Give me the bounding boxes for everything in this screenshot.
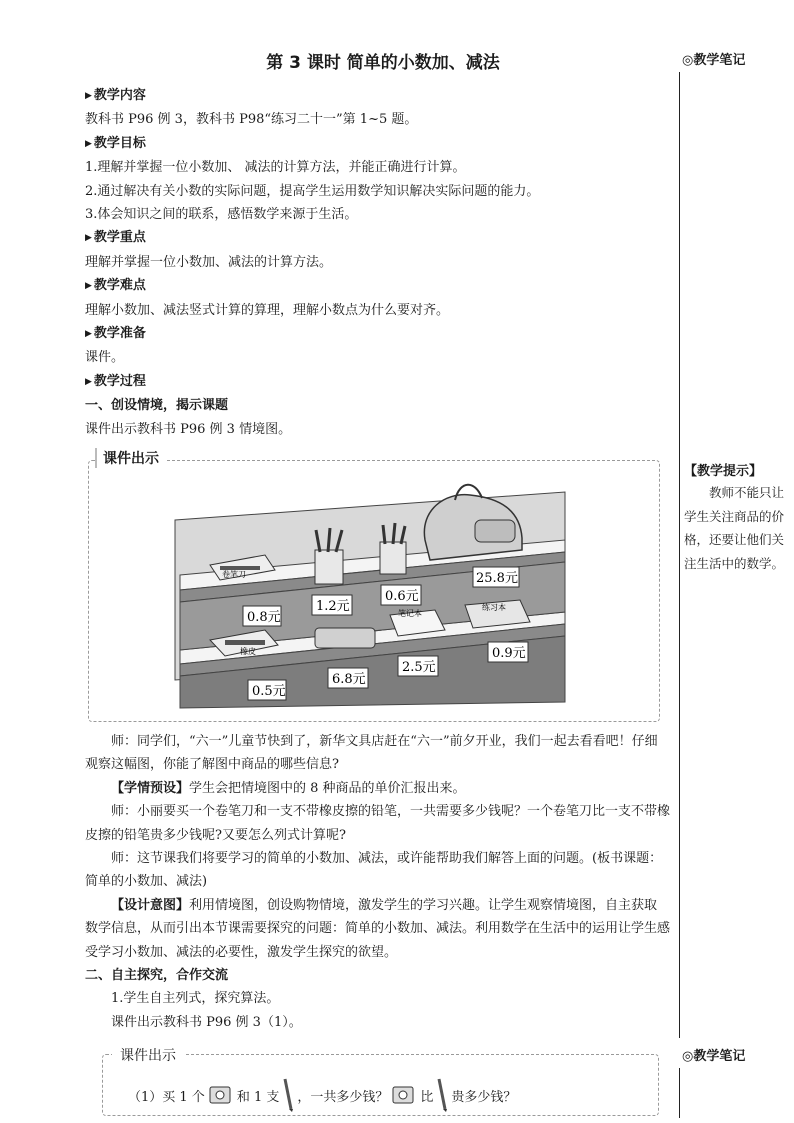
section-heading-difficulties: ▶ 教学难点 [85, 278, 146, 294]
price-eraser: 0.5元 [252, 684, 286, 699]
question-text: 比 [420, 1089, 434, 1105]
price-sharpener: 0.8元 [247, 610, 281, 625]
triangle-bullet-icon: ▶ [85, 329, 92, 340]
price-notebook: 2.5元 [402, 660, 436, 675]
stationery-shelf-illustration [170, 470, 570, 710]
question-text: 和 1 支 [236, 1089, 280, 1105]
notebook-label: 笔记本 [398, 609, 422, 618]
margin-rule [679, 72, 680, 1038]
exercise-book-label: 练习本 [482, 603, 506, 612]
triangle-bullet-icon: ▶ [85, 281, 92, 292]
step-2-heading: 二、自主探究，合作交流 [85, 968, 229, 984]
price-exercise-book: 0.9元 [492, 646, 526, 661]
eraser-row [225, 640, 265, 645]
pencil-icon [436, 1077, 448, 1113]
teaching-tip-text: 教师不能只让学生关注商品的价格，还要让他们关注生活中的数学。 [684, 485, 785, 571]
courseware-label-2: 课件出示 [112, 1045, 184, 1065]
backpack-pocket [475, 520, 515, 542]
teaching-tip-heading: 【教学提示】 [684, 464, 763, 479]
triangle-bullet-icon: ▶ [85, 233, 92, 244]
pencil-icon [393, 523, 395, 544]
triangle-bullet-icon: ▶ [85, 91, 92, 101]
design-intent: 【设计意图】利用情境图，创设购物情境，激发学生的学习兴趣。让学生观察情境图，自主获取数学信息，从而引出本节课需要探究的问题：简单的小数加、减法。利用数学在生活中的运用让学生感受学习小数加、减法的必要性，激发学生探究的欲望。 [85, 897, 671, 960]
sharpener-label: 卷笔刀 [222, 570, 246, 579]
question-text: （1）买 1 个 [128, 1089, 205, 1105]
section-heading-process: ▶ 教学过程 [85, 373, 146, 389]
margin-rule-2 [679, 1068, 680, 1118]
triangle-bullet-icon: ▶ [85, 138, 92, 149]
question-text: ，一共多少钱？ [297, 1089, 389, 1105]
lesson-plan [85, 84, 670, 441]
goal-item: 1.理解并掌握一位小数加、 减法的计算方法，并能正确进行计算。 [85, 160, 466, 176]
pencil-cup-icon [380, 542, 406, 574]
section-heading-content: ▶ 教学内容 [85, 88, 146, 103]
question-text: 贵多少钱？ [451, 1089, 517, 1105]
price-pencil: 1.2元 [316, 599, 350, 614]
section-heading-key-points: ▶ 教学重点 [85, 230, 146, 246]
example-question [128, 1077, 516, 1113]
pencil-case-icon [315, 628, 375, 648]
price-backpack: 25.8元 [476, 571, 518, 586]
teaching-notes-heading-2: ◎教学笔记 [682, 1049, 746, 1064]
step-2-item: 课件出示教科书 P96 例 3（1）。 [111, 1014, 302, 1030]
step-2-item: 1.学生自主列式，探究算法。 [111, 991, 280, 1007]
triangle-bullet-icon: ▶ [85, 376, 92, 387]
pencil-icon [383, 525, 385, 544]
pencil-sharpener-icon [391, 1084, 417, 1106]
lesson-narrative [85, 730, 670, 1034]
difficulties-text: 理解小数加、减法竖式计算的算理，理解小数点为什么要对齐。 [85, 302, 450, 318]
pencil-cup-icon [315, 550, 343, 584]
content-text: 教科书 P96 例 3，教科书 P98“练习二十一”第 1~5 题。 [85, 112, 418, 128]
teaching-notes-heading: ◎教学笔记 [682, 53, 746, 68]
section-heading-goals: ▶ 教学目标 [85, 135, 146, 151]
teacher-dialogue: 师：小丽要买一个卷笔刀和一支不带橡皮擦的铅笔，一共需要多少钱呢？一个卷笔刀比一支不带橡皮擦的铅笔贵多少钱呢?又要怎么列式计算呢? [85, 804, 671, 843]
key-points-text: 理解并掌握一位小数加、减法的计算方法。 [85, 254, 333, 270]
price-pencil-with-eraser: 0.6元 [385, 589, 419, 604]
step-1-heading: 一、创设情境，揭示课题 [85, 398, 229, 414]
page-title: 第 3 课时 简单的小数加、减法 [266, 53, 500, 73]
price-pencil-case: 6.8元 [332, 672, 366, 687]
preparation-text: 课件。 [85, 350, 125, 366]
teacher-dialogue: 师：同学们，“六一”儿童节快到了，新华文具店赶在“六一”前夕开业，我们一起去看看吧！仔细观察这幅图，你能了解图中商品的哪些信息? [85, 734, 658, 773]
pencil-sharpener-icon [208, 1084, 234, 1106]
eraser-label: 橡皮 [240, 647, 256, 656]
teacher-dialogue: 师：这节课我们将要学习的简单的小数加、减法，或许能帮助我们解答上面的问题。(板书课题：简单的小数加、减法) [85, 851, 663, 890]
learning-preview: 【学情预设】学生会把情境图中的 8 种商品的单价汇报出来。 [111, 780, 466, 796]
pencil-icon [328, 528, 330, 552]
courseware-label: 课件出示 [95, 448, 167, 468]
pencil-icon [282, 1077, 294, 1113]
section-heading-preparation: ▶ 教学准备 [85, 326, 146, 342]
goal-item: 2.通过解决有关小数的实际问题，提高学生运用数学知识解决实际问题的能力。 [85, 183, 540, 199]
step-1-text: 课件出示教科书 P96 例 3 情境图。 [85, 421, 292, 437]
goal-item: 3.体会知识之间的联系，感悟数学来源于生活。 [85, 207, 358, 223]
